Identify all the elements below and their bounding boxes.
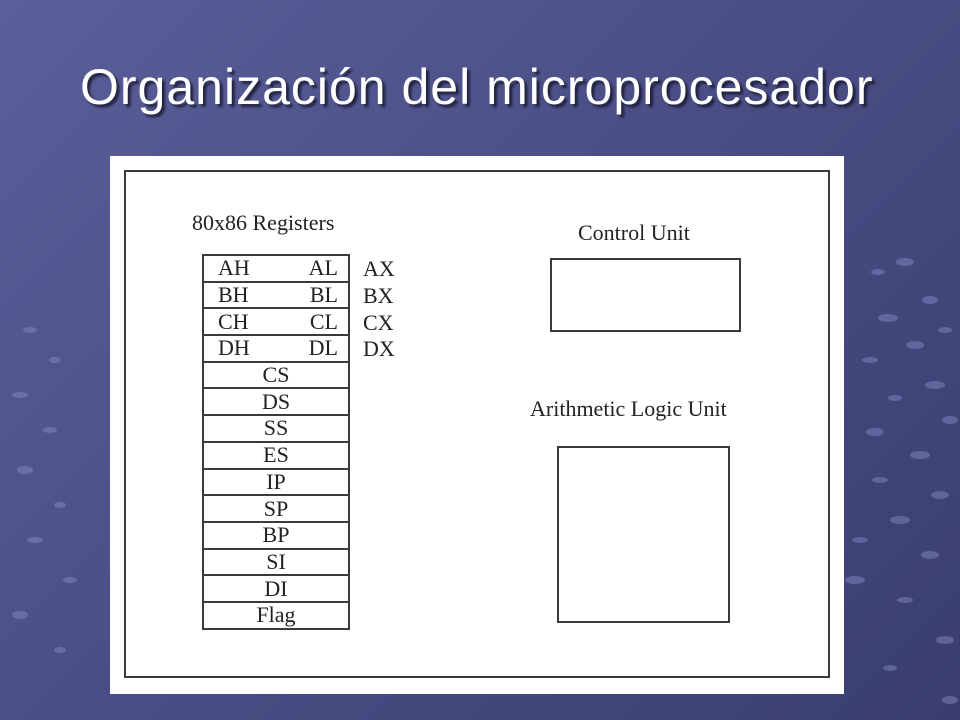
register-bp: BP [204, 523, 348, 550]
register-low: DL [308, 335, 338, 361]
register-ip: IP [204, 470, 348, 497]
register-high: BH [218, 282, 249, 308]
register-row-dx [204, 336, 348, 363]
register-di: DI [204, 576, 348, 603]
register-low: CL [309, 308, 338, 334]
register-flag: Flag [204, 603, 348, 630]
register-es: ES [204, 443, 348, 470]
control-unit-box [550, 258, 741, 332]
register-ds: DS [204, 389, 348, 416]
diagram-figure [110, 156, 844, 694]
pair-label-dx: DX [363, 336, 395, 362]
alu-box [557, 446, 730, 623]
pair-label-bx: BX [363, 283, 394, 309]
register-stack [202, 254, 350, 630]
register-low: BL [309, 282, 338, 308]
register-high: DH [218, 335, 250, 361]
pair-label-cx: CX [363, 309, 394, 335]
registers-heading: 80x86 Registers [192, 210, 335, 235]
pair-label-ax: AX [363, 256, 395, 282]
slide-title: Organización del microprocesador [80, 59, 874, 115]
register-si: SI [204, 550, 348, 577]
control-unit-label: Control Unit [578, 220, 690, 245]
register-row-bx [204, 283, 348, 310]
register-low: AL [308, 255, 338, 281]
register-high: AH [218, 255, 250, 281]
register-cs: CS [204, 363, 348, 390]
register-ss: SS [204, 416, 348, 443]
register-row-ax [204, 256, 348, 283]
register-high: CH [218, 308, 249, 334]
register-sp: SP [204, 496, 348, 523]
alu-label: Arithmetic Logic Unit [530, 396, 727, 421]
register-row-cx [204, 309, 348, 336]
register-pair-labels [363, 256, 395, 363]
